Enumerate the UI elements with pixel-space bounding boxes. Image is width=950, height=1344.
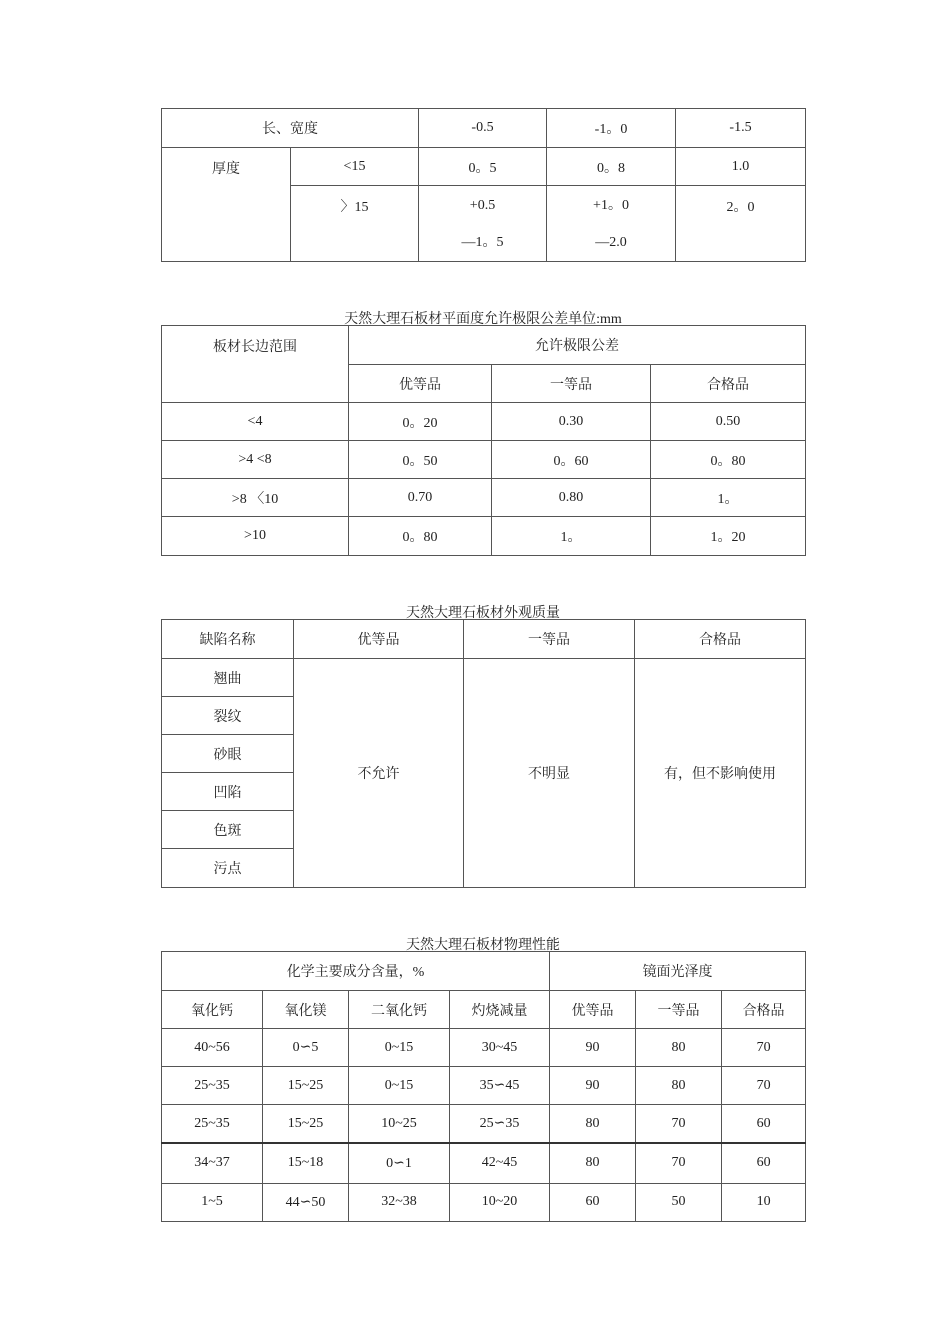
header-chemical: 化学主要成分含量，%: [162, 952, 550, 991]
cell: 80: [636, 1067, 722, 1105]
table-row: [162, 1105, 806, 1144]
cell: <4: [162, 403, 349, 441]
cell-line: +0.5: [469, 198, 496, 213]
table-row: [162, 403, 806, 441]
header-grade: 优等品: [349, 365, 492, 403]
header-grade: 一等品: [464, 620, 635, 659]
table-row: [162, 441, 806, 479]
cell: 35∽45: [450, 1067, 550, 1105]
defect-name: 色斑: [162, 811, 294, 849]
header-range: 板材长边范围: [162, 326, 349, 403]
cell: 90: [550, 1029, 636, 1067]
table-row: [162, 1067, 806, 1105]
subheader: 灼烧减量: [450, 991, 550, 1029]
cell-not-allowed: 不允许: [294, 659, 464, 888]
cell: 80: [636, 1029, 722, 1067]
cell: -1。0: [547, 109, 676, 148]
cell: 10: [722, 1183, 806, 1221]
defect-name: 裂纹: [162, 697, 294, 735]
appearance-quality-table: [161, 619, 806, 888]
cell: 0.30: [492, 403, 651, 441]
cell: 80: [550, 1105, 636, 1144]
cell-line: —2.0: [595, 235, 627, 250]
cell: 0.80: [492, 479, 651, 517]
table-row: [162, 1183, 806, 1221]
table-row: [162, 479, 806, 517]
table-row: [162, 1143, 806, 1183]
cell: 70: [722, 1029, 806, 1067]
cell: 90: [550, 1067, 636, 1105]
cell: 60: [722, 1143, 806, 1183]
cell: 80: [550, 1143, 636, 1183]
cell-two-line: [419, 186, 547, 262]
cell: <15: [291, 148, 419, 186]
cell: >10: [162, 517, 349, 556]
cell: 0~15: [349, 1029, 450, 1067]
cell-two-line: [547, 186, 676, 262]
defect-name: 污点: [162, 849, 294, 888]
header-grade: 合格品: [651, 365, 806, 403]
cell: 0∽5: [263, 1029, 349, 1067]
subheader: 氧化镁: [263, 991, 349, 1029]
table3-caption: 天然大理石板材外观质量: [406, 606, 560, 621]
cell: 0。5: [419, 148, 547, 186]
cell-not-obvious: 不明显: [464, 659, 635, 888]
cell: 0.50: [651, 403, 806, 441]
physical-properties-table: [161, 951, 806, 1222]
header-grade: 一等品: [492, 365, 651, 403]
cell: 15~25: [263, 1067, 349, 1105]
cell: 0∽1: [349, 1143, 450, 1183]
cell: 44∽50: [263, 1183, 349, 1221]
cell: 25∽35: [450, 1105, 550, 1144]
subheader: 合格品: [722, 991, 806, 1029]
cell: 长、宽度: [162, 109, 419, 148]
cell: 25~35: [162, 1067, 263, 1105]
cell: 1~5: [162, 1183, 263, 1221]
cell: 0。50: [349, 441, 492, 479]
cell: 15~25: [263, 1105, 349, 1144]
table4-caption: 天然大理石板材物理性能: [406, 938, 560, 953]
flatness-tolerance-table: [161, 325, 806, 556]
cell: 70: [722, 1067, 806, 1105]
cell: 0。20: [349, 403, 492, 441]
subheader: 二氧化钙: [349, 991, 450, 1029]
cell-line: +1。0: [593, 198, 629, 213]
cell: -0.5: [419, 109, 547, 148]
header-tolerance: 允许极限公差: [349, 326, 806, 365]
cell: 70: [636, 1143, 722, 1183]
cell: 30~45: [450, 1029, 550, 1067]
cell: 0。8: [547, 148, 676, 186]
table2-caption: 天然大理石板材平面度允许极限公差单位:mm: [344, 312, 622, 327]
cell: 32~38: [349, 1183, 450, 1221]
cell: 40~56: [162, 1029, 263, 1067]
cell: 60: [550, 1183, 636, 1221]
header-grade: 优等品: [294, 620, 464, 659]
cell: 1。20: [651, 517, 806, 556]
cell: 0。80: [651, 441, 806, 479]
cell: 25~35: [162, 1105, 263, 1144]
dimension-tolerance-table: [161, 108, 806, 262]
cell-acceptable: 有，但不影响使用: [635, 659, 806, 888]
cell: 60: [722, 1105, 806, 1144]
cell: 1。: [651, 479, 806, 517]
defect-name: 砂眼: [162, 735, 294, 773]
cell: 42~45: [450, 1143, 550, 1183]
subheader: 一等品: [636, 991, 722, 1029]
cell: 34~37: [162, 1143, 263, 1183]
cell-line: —1。5: [461, 235, 504, 250]
cell: 0~15: [349, 1067, 450, 1105]
subheader: 优等品: [550, 991, 636, 1029]
cell: >4 <8: [162, 441, 349, 479]
cell: 10~25: [349, 1105, 450, 1144]
table-row: [162, 1029, 806, 1067]
cell: 70: [636, 1105, 722, 1144]
defect-name: 翘曲: [162, 659, 294, 697]
cell: 10~20: [450, 1183, 550, 1221]
cell: 0。60: [492, 441, 651, 479]
header-defect: 缺陷名称: [162, 620, 294, 659]
cell: 〉15: [291, 186, 419, 262]
cell: 1.0: [676, 148, 806, 186]
cell: 0。80: [349, 517, 492, 556]
cell: >8 〈10: [162, 479, 349, 517]
cell: -1.5: [676, 109, 806, 148]
subheader: 氧化钙: [162, 991, 263, 1029]
header-grade: 合格品: [635, 620, 806, 659]
cell: 1。: [492, 517, 651, 556]
header-gloss: 镜面光泽度: [550, 952, 806, 991]
cell: 2。0: [676, 186, 806, 262]
table-row: [162, 517, 806, 556]
defect-name: 凹陷: [162, 773, 294, 811]
cell: 50: [636, 1183, 722, 1221]
cell-thickness: 厚度: [162, 148, 291, 262]
cell: 0.70: [349, 479, 492, 517]
cell: 15~18: [263, 1143, 349, 1183]
